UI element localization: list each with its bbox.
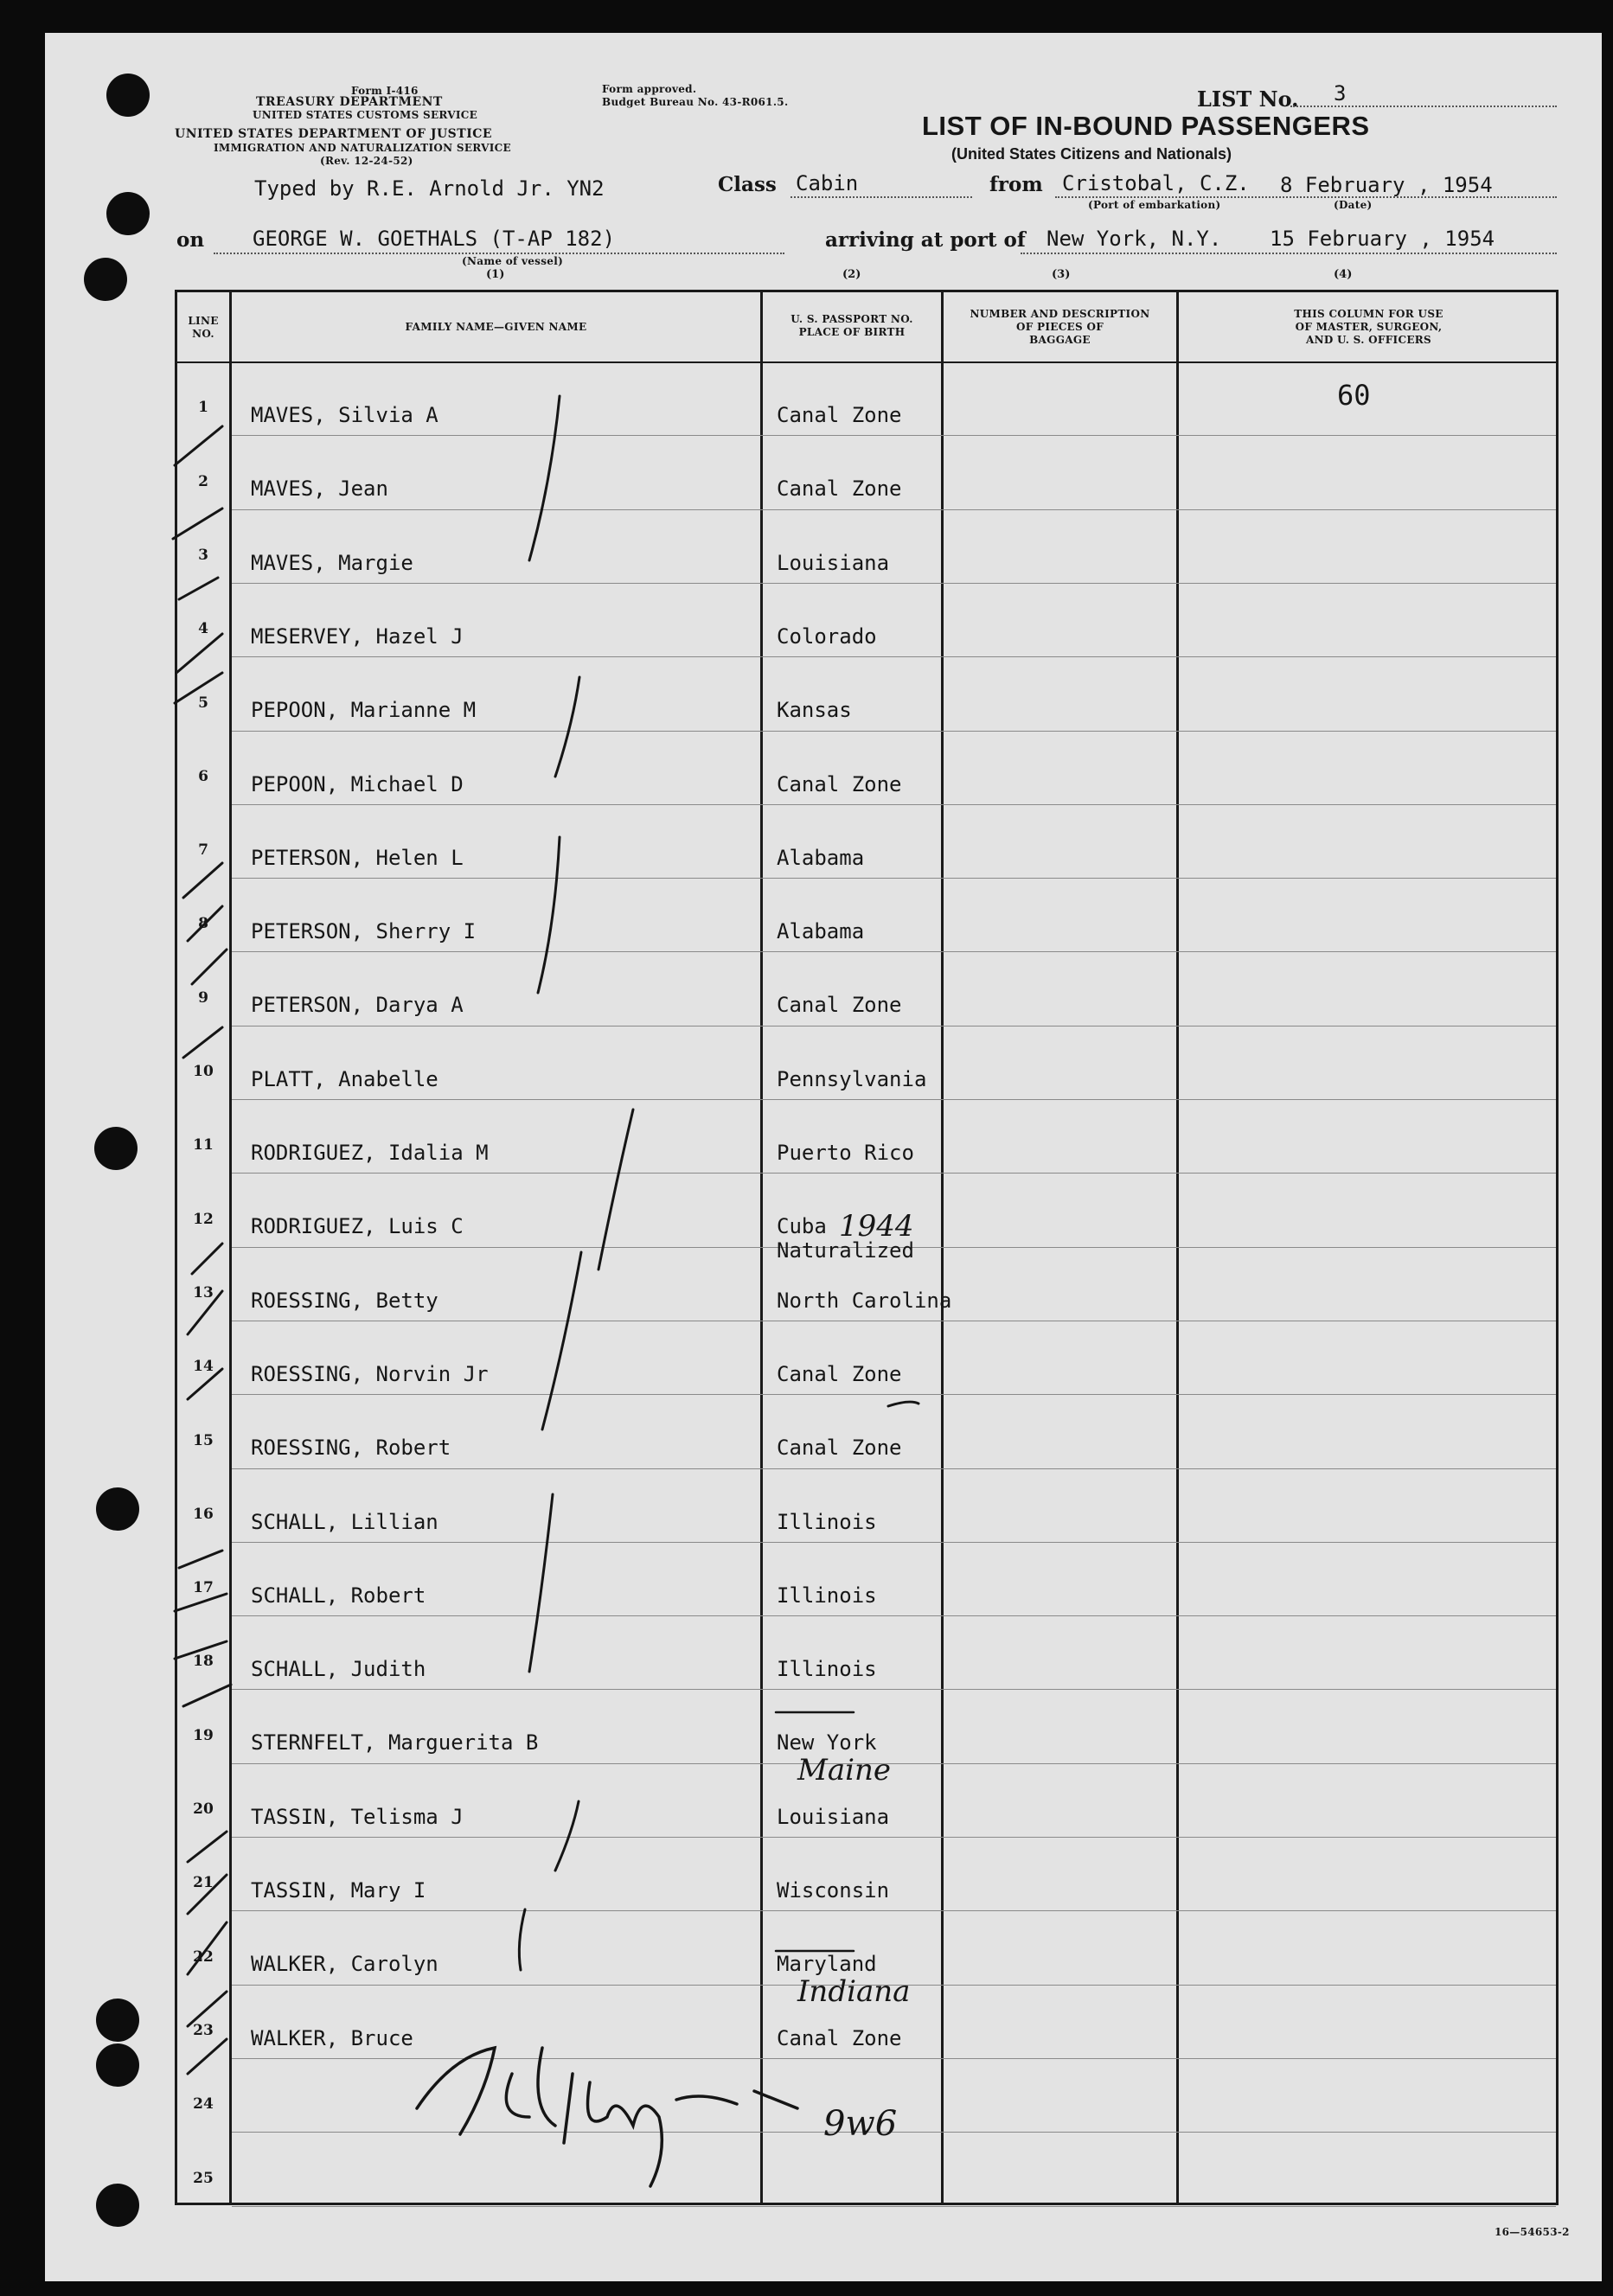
place-of-birth: Maryland <box>777 1952 877 1977</box>
line-number: 15 <box>193 1431 214 1449</box>
line-number: 7 <box>198 841 208 860</box>
passenger-name: ROESSING, Betty <box>251 1288 438 1313</box>
ins-service: IMMIGRATION AND NATURALIZATION SERVICE <box>214 142 511 154</box>
check-mark <box>175 426 222 465</box>
passenger-name: PETERSON, Helen L <box>251 845 464 870</box>
passenger-name: TASSIN, Telisma J <box>251 1804 464 1829</box>
check-mark <box>529 1494 553 1672</box>
check-mark <box>188 1832 227 1862</box>
passenger-name: RODRIGUEZ, Luis C <box>251 1214 464 1239</box>
line-number: 10 <box>193 1063 214 1080</box>
place-of-birth: Illinois <box>777 1509 877 1534</box>
check-mark <box>175 1594 227 1611</box>
dept-justice: UNITED STATES DEPARTMENT OF JUSTICE <box>175 127 493 141</box>
passenger-name: SCHALL, Robert <box>251 1583 426 1608</box>
passenger-name: MAVES, Margie <box>251 550 413 575</box>
naturalized-note: Naturalized <box>777 1238 914 1263</box>
vessel-caption: (Name of vessel) <box>462 255 564 267</box>
print-code: 16—54653-2 <box>1495 2226 1570 2238</box>
line-number: 11 <box>193 1136 214 1154</box>
place-of-birth: Illinois <box>777 1583 877 1608</box>
passenger-name: PETERSON, Sherry I <box>251 919 477 944</box>
header-line-no-1: LINE <box>188 315 219 327</box>
dept-treasury: TREASURY DEPARTMENT <box>256 95 443 109</box>
header-name: FAMILY NAME—GIVEN NAME <box>405 321 587 333</box>
passenger-name: PETERSON, Darya A <box>251 993 464 1018</box>
passenger-list-document <box>45 33 1602 2281</box>
line-number: 25 <box>193 2169 214 2187</box>
signature <box>417 2048 797 2186</box>
header-line-no-2: NO. <box>192 328 214 340</box>
line-number: 5 <box>198 694 208 712</box>
line-number: 8 <box>198 915 208 933</box>
place-of-birth: Alabama <box>777 845 865 870</box>
passenger-name: SCHALL, Lillian <box>251 1509 438 1534</box>
typed-by: Typed by R.E. Arnold Jr. YN2 <box>254 176 605 201</box>
check-mark <box>175 1641 227 1659</box>
line-number: 6 <box>198 767 208 785</box>
check-mark <box>192 950 227 984</box>
passenger-name: WALKER, Carolyn <box>251 1952 438 1977</box>
list-no-value: 3 <box>1334 81 1347 106</box>
document-subtitle: (United States Citizens and Nationals) <box>951 145 1232 163</box>
check-mark <box>188 1291 222 1334</box>
check-mark <box>519 1909 525 1970</box>
check-mark <box>188 1922 227 1974</box>
document-title: LIST OF IN-BOUND PASSENGERS <box>922 111 1370 141</box>
line-number: 1 <box>198 399 208 417</box>
handwritten-correction: Indiana <box>797 1974 911 2010</box>
arrival-port: New York, N.Y. <box>1047 227 1222 251</box>
place-of-birth: Canal Zone <box>777 2025 902 2050</box>
check-mark <box>173 508 222 539</box>
line-number: 18 <box>193 1653 214 1671</box>
column-number-2: (2) <box>842 268 861 281</box>
check-mark <box>598 1110 633 1270</box>
passenger-name: TASSIN, Mary I <box>251 1878 426 1903</box>
header-officers-2: OF MASTER, SURGEON, <box>1295 321 1443 333</box>
place-of-birth: Illinois <box>777 1657 877 1682</box>
check-mark <box>188 1992 227 2026</box>
header-passport-1: U. S. PASSPORT NO. <box>790 313 913 325</box>
line-number: 3 <box>198 546 208 564</box>
handwritten-marks <box>45 33 1602 2281</box>
passenger-name: ROESSING, Norvin Jr <box>251 1361 489 1386</box>
on-label: on <box>176 228 205 252</box>
check-mark <box>192 1244 222 1274</box>
officer-note: 60 <box>1337 379 1371 412</box>
form-id: Form I-416 <box>351 85 419 97</box>
passenger-name: MAVES, Silvia A <box>251 403 438 427</box>
check-mark <box>183 1027 222 1058</box>
place-of-birth: Colorado <box>777 624 877 649</box>
place-of-birth: Canal Zone <box>777 403 902 427</box>
passenger-name: PLATT, Anabelle <box>251 1066 438 1091</box>
place-of-birth: Kansas <box>777 698 852 723</box>
check-mark <box>538 837 560 993</box>
line-number: 21 <box>193 1874 214 1892</box>
column-number-3: (3) <box>1052 268 1071 281</box>
check-mark <box>175 673 222 703</box>
budget-bureau: Budget Bureau No. 43-R061.5. <box>602 96 789 108</box>
check-mark <box>176 634 222 673</box>
place-of-birth: North Carolina <box>777 1288 952 1313</box>
check-mark <box>183 863 222 898</box>
place-of-birth: Cuba <box>777 1214 827 1239</box>
line-number: 17 <box>193 1579 214 1597</box>
line-number: 9 <box>198 988 208 1007</box>
place-of-birth: Louisiana <box>777 550 890 575</box>
line-number: 13 <box>193 1283 214 1301</box>
header-officers-3: AND U. S. OFFICERS <box>1305 334 1432 346</box>
from-date: 8 February , 1954 <box>1280 173 1493 197</box>
check-mark <box>188 906 222 941</box>
place-of-birth: Canal Zone <box>777 993 902 1018</box>
list-no-label: LIST No. <box>1197 86 1299 112</box>
check-mark <box>555 677 579 777</box>
place-of-birth: Louisiana <box>777 1804 890 1829</box>
place-of-birth: Pennsylvania <box>777 1066 927 1091</box>
line-number: 12 <box>193 1210 214 1228</box>
port-caption: (Port of embarkation) <box>1088 199 1221 211</box>
check-mark <box>188 1369 222 1399</box>
class-label: Class <box>718 173 777 196</box>
passenger-name: MAVES, Jean <box>251 476 388 502</box>
from-value: Cristobal, C.Z. <box>1062 171 1250 195</box>
check-mark <box>179 578 218 599</box>
column-number-4: (4) <box>1334 268 1353 281</box>
passenger-name: PEPOON, Marianne M <box>251 698 477 723</box>
place-of-birth: New York <box>777 1730 877 1756</box>
check-mark <box>188 2039 227 2074</box>
form-approved: Form approved. <box>602 83 697 95</box>
check-mark <box>888 1402 919 1406</box>
line-number: 24 <box>193 2095 214 2114</box>
passenger-name: STERNFELT, Marguerita B <box>251 1730 539 1756</box>
check-mark <box>555 1801 579 1871</box>
header-passport-2: PLACE OF BIRTH <box>798 326 906 338</box>
place-of-birth: Wisconsin <box>777 1878 890 1903</box>
passenger-name: SCHALL, Judith <box>251 1657 426 1682</box>
line-number: 19 <box>193 1726 214 1744</box>
header-baggage-3: BAGGAGE <box>1029 334 1091 346</box>
class-value: Cabin <box>796 171 859 195</box>
line-number: 22 <box>193 1947 214 1966</box>
form-revision: (Rev. 12-24-52) <box>320 155 413 167</box>
line-number: 4 <box>198 620 208 638</box>
check-mark <box>542 1252 581 1429</box>
arrival-date: 15 February , 1954 <box>1270 227 1495 251</box>
passenger-name: PEPOON, Michael D <box>251 771 464 796</box>
signature-initials: 9w6 <box>823 2104 898 2144</box>
vessel-name: GEORGE W. GOETHALS (T-AP 182) <box>253 227 616 251</box>
place-of-birth: Puerto Rico <box>777 1141 914 1165</box>
check-mark <box>179 1551 222 1568</box>
header-baggage-1: NUMBER AND DESCRIPTION <box>970 308 1150 320</box>
passenger-name: RODRIGUEZ, Idalia M <box>251 1141 489 1165</box>
handwritten-correction: Maine <box>797 1753 891 1788</box>
from-label: from <box>989 173 1043 196</box>
column-number-1: (1) <box>486 268 505 281</box>
line-number: 14 <box>193 1358 214 1376</box>
check-mark <box>183 1685 231 1706</box>
handwritten-correction: 1944 <box>839 1209 914 1244</box>
place-of-birth: Canal Zone <box>777 771 902 796</box>
place-of-birth: Alabama <box>777 919 865 944</box>
line-number: 2 <box>198 472 208 490</box>
check-mark <box>529 396 560 560</box>
header-officers-1: THIS COLUMN FOR USE <box>1294 308 1443 320</box>
date-caption: (Date) <box>1334 199 1373 211</box>
place-of-birth: Canal Zone <box>777 1361 902 1386</box>
passenger-name: MESERVEY, Hazel J <box>251 624 464 649</box>
header-baggage-2: OF PIECES OF <box>1015 321 1104 333</box>
line-number: 16 <box>193 1505 214 1523</box>
passenger-name: WALKER, Bruce <box>251 2025 413 2050</box>
line-number: 23 <box>193 2021 214 2039</box>
place-of-birth: Canal Zone <box>777 476 902 502</box>
place-of-birth: Canal Zone <box>777 1436 902 1461</box>
passenger-name: ROESSING, Robert <box>251 1436 451 1461</box>
arriving-label: arriving at port of <box>825 228 1026 252</box>
line-number: 20 <box>193 1800 214 1818</box>
customs-service: UNITED STATES CUSTOMS SERVICE <box>253 109 478 121</box>
check-mark <box>188 1875 227 1914</box>
